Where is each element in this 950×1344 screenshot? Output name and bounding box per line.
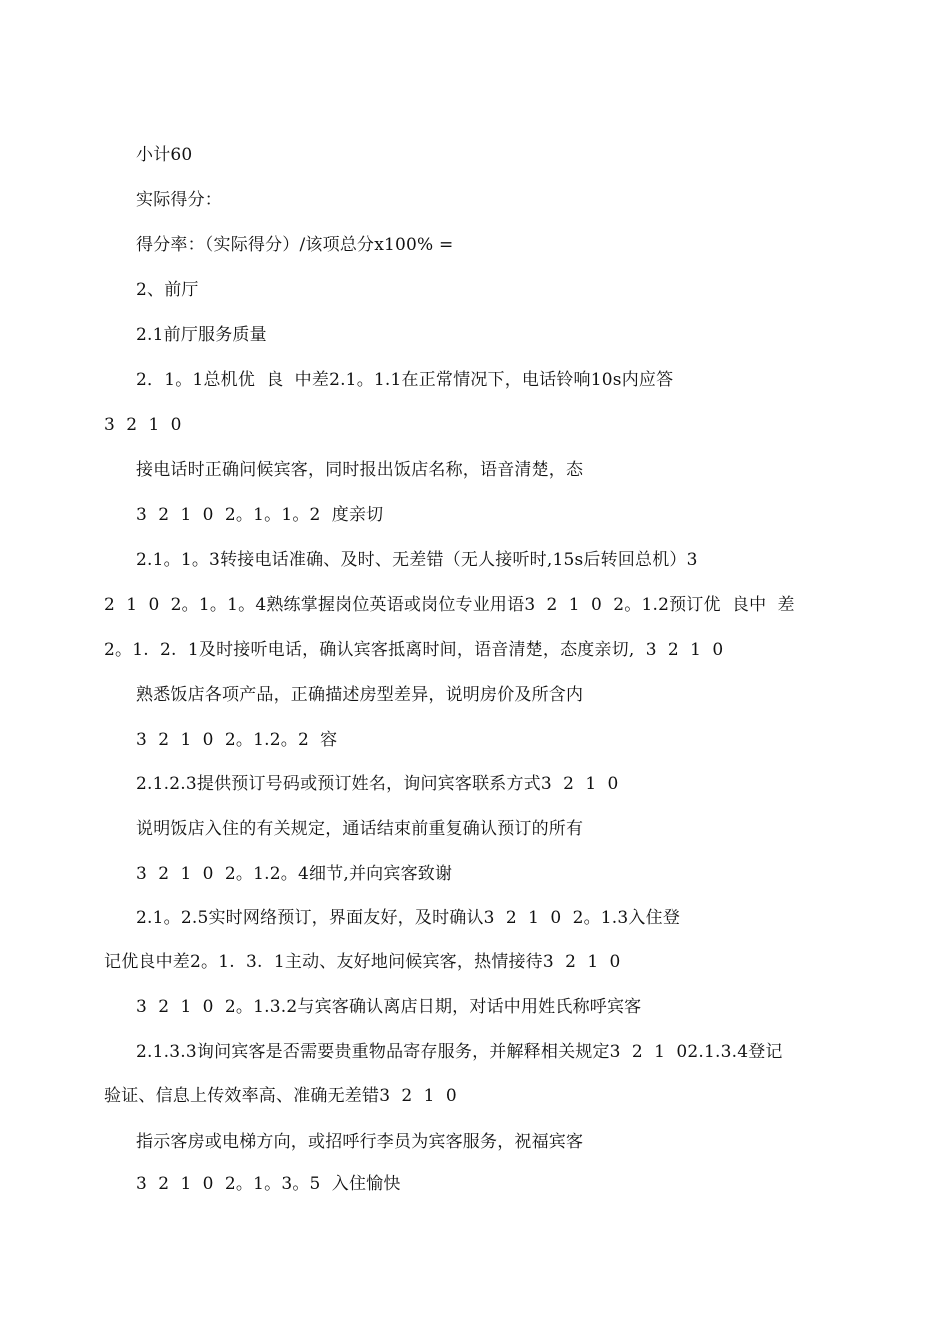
body-line: 3 2 1 0 2。1.3.2与宾客确认离店日期，对话中用姓氏称呼宾客 — [136, 997, 642, 1017]
actual-score-line: 实际得分： — [136, 190, 222, 210]
body-line: 2.1。1。3转接电话准确、及时、无差错（无人接听时,15s后转回总机）3 — [136, 550, 698, 570]
subtotal-line: 小计60 — [136, 145, 193, 165]
body-line: 2。1. 2. 1及时接听电话，确认宾客抵离时间，语音清楚，态度亲切, 3 2 1 0 — [104, 640, 724, 660]
body-line: 3 2 1 0 2。1.2。4细节,并向宾客致谢 — [136, 864, 453, 884]
body-line: 2．1。1总机优 良 中差2.1。1.1在正常情况下，电话铃响10s内应答 — [136, 370, 674, 390]
body-line: 2.1.3.3询问宾客是否需要贵重物品寄存服务，并解释相关规定3 2 1 02.1.3.4登记 — [136, 1042, 783, 1062]
body-line: 3 2 1 0 2。1.2。2 容 — [136, 730, 338, 750]
body-line: 熟悉饭店各项产品，正确描述房型差异，说明房价及所含内 — [136, 685, 584, 705]
body-line: 说明饭店入住的有关规定，通话结束前重复确认预订的所有 — [136, 819, 584, 839]
score-rate-line: 得分率：（实际得分）/该项总分x100% = — [136, 235, 454, 255]
body-line: 2.1。2.5实时网络预订，界面友好，及时确认3 2 1 0 2。1.3入住登 — [136, 908, 681, 928]
subsection-heading: 2.1前厅服务质量 — [136, 325, 267, 345]
body-line: 3 2 1 0 2。1。1。2 度亲切 — [136, 505, 384, 525]
body-line: 接电话时正确问候宾客，同时报出饭店名称，语音清楚，态 — [136, 460, 584, 480]
body-line: 2.1.2.3提供预订号码或预订姓名，询问宾客联系方式3 2 1 0 — [136, 774, 619, 794]
body-line: 3 2 1 0 — [104, 415, 182, 435]
body-line: 验证、信息上传效率高、准确无差错3 2 1 0 — [104, 1086, 457, 1106]
body-line: 2 1 0 2。1。1。4熟练掌握岗位英语或岗位专业用语3 2 1 0 2。1.2预订优 良中 差 — [104, 595, 795, 615]
body-line: 指示客房或电梯方向，或招呼行李员为宾客服务，祝福宾客 — [136, 1132, 584, 1152]
section-heading: 2、前厅 — [136, 280, 199, 300]
body-line: 3 2 1 0 2。1。3。5 入住愉快 — [136, 1174, 401, 1194]
body-line: 记优良中差2。1. 3. 1主动、友好地问候宾客，热情接待3 2 1 0 — [104, 952, 621, 972]
